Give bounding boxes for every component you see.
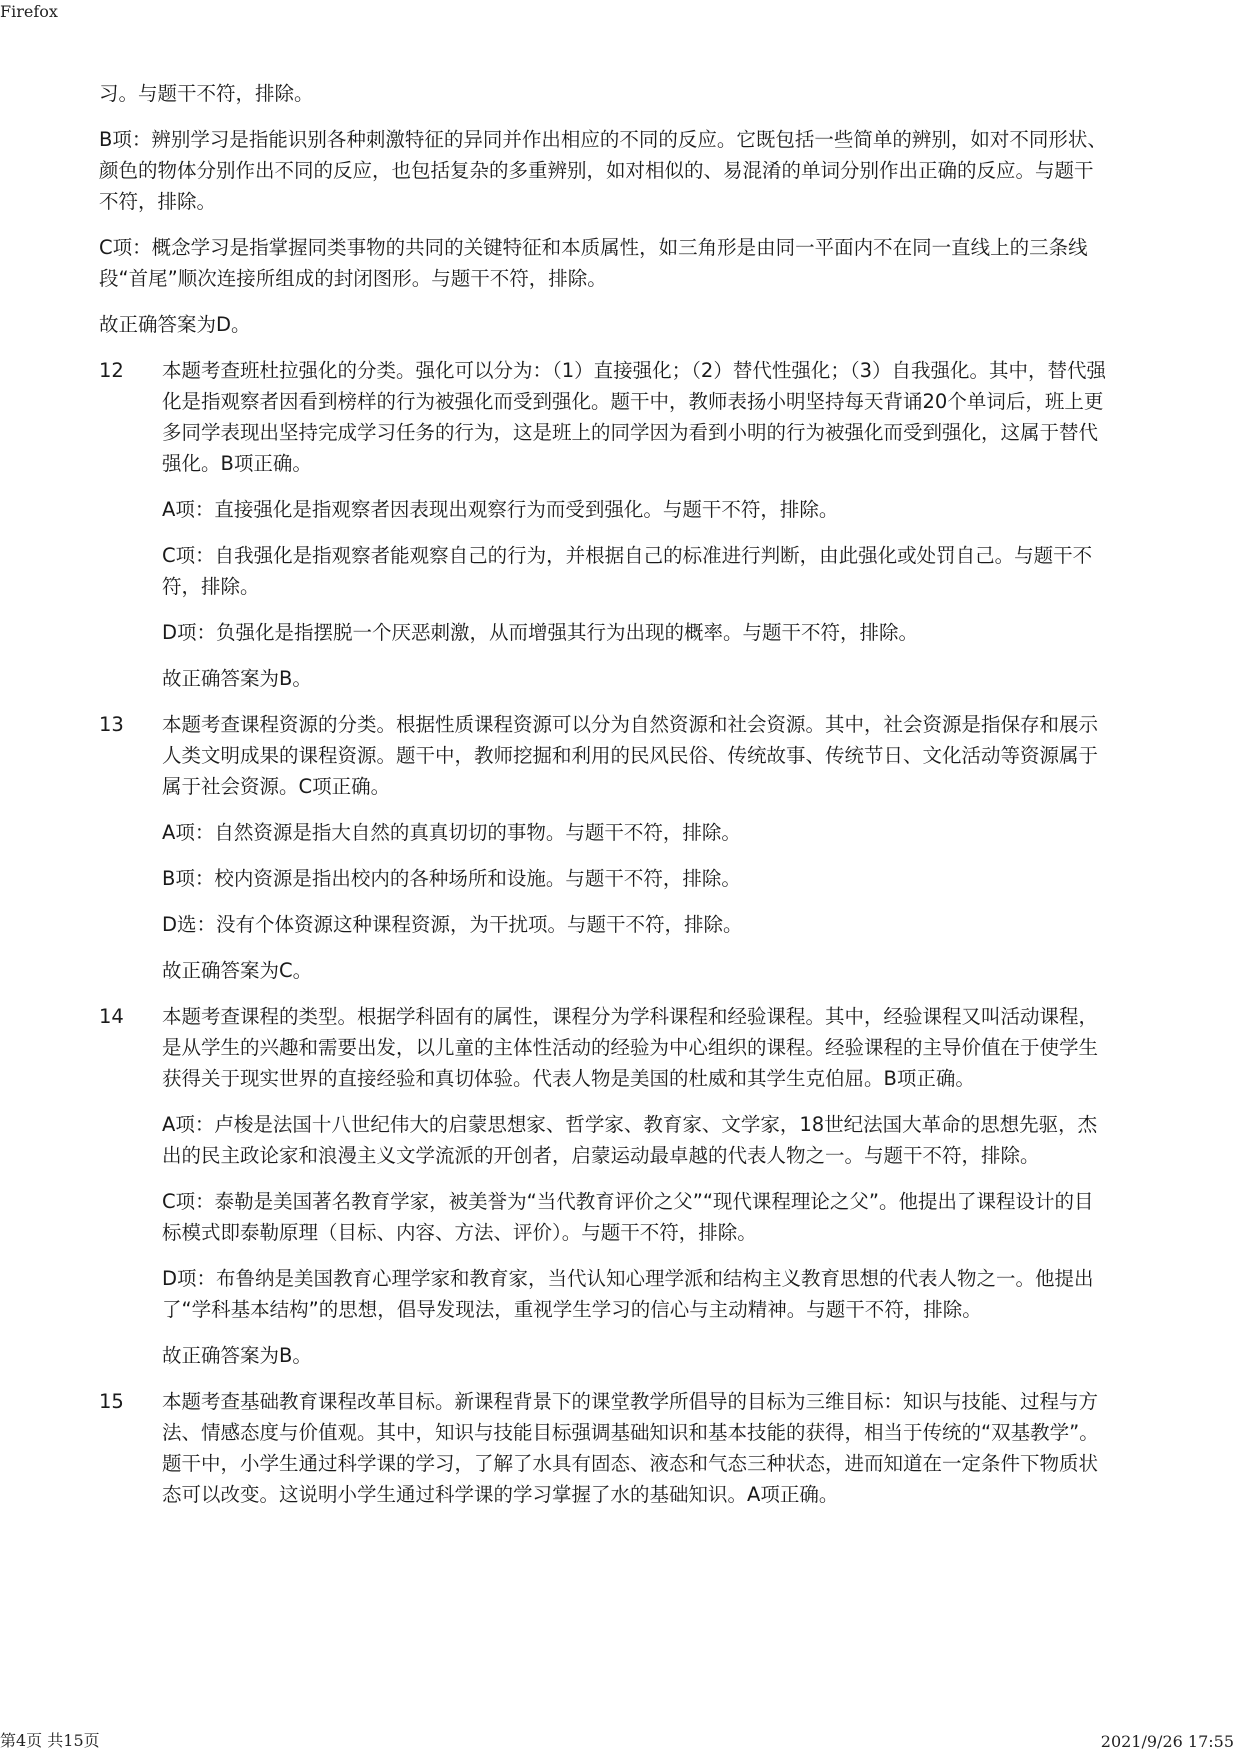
question-number: 14 (99, 1005, 124, 1028)
paragraph: D项：负强化是指摆脱一个厌恶刺激，从而增强其行为出现的概率。与题干不符，排除。 (162, 621, 919, 644)
question-explanation (162, 709, 1109, 986)
answer-conclusion: 故正确答案为B。 (162, 1344, 312, 1367)
paragraph: B项：校内资源是指出校内的各种场所和设施。与题干不符，排除。 (162, 867, 741, 890)
question-item-15 (99, 1386, 1109, 1510)
question-explanation (162, 1001, 1109, 1371)
paragraph: A项：自然资源是指大自然的真真切切的事物。与题干不符，排除。 (162, 821, 741, 844)
question-explanation (162, 1386, 1109, 1510)
browser-name: Firefox (0, 2, 58, 21)
paragraph: 本题考查课程的类型。根据学科固有的属性，课程分为学科课程和经验课程。其中，经验课程又叫活动课程，是从学生的兴趣和需要出发，以儿童的主体性活动的经验为中心组织的课程。经验课程的主导价值在于使学生获得关于现实世界的直接经验和真切体验。代表人物是美国的杜威和其学生克伯屈。B项正确。 (162, 1005, 1099, 1090)
question-number: 12 (99, 359, 124, 382)
question-explanation (162, 355, 1109, 694)
question-item-12 (99, 355, 1109, 694)
paragraph: 本题考查班杜拉强化的分类。强化可以分为：（1）直接强化；（2）替代性强化；（3）自我强化。其中，替代强化是指观察者因看到榜样的行为被强化而受到强化。题干中，教师表扬小明坚持每天背诵20个单词后，班上更多同学表现出坚持完成学习任务的行为，这是班上的同学因为看到小明的行为被强化而受到强化，这属于替代强化。B项正确。 (162, 359, 1106, 475)
answer-conclusion: 故正确答案为C。 (162, 959, 313, 982)
page-counter: 第4页 共15页 (0, 1731, 100, 1750)
paragraph: A项：卢梭是法国十八世纪伟大的启蒙思想家、哲学家、教育家、文学家，18世纪法国大革命的思想先驱，杰出的民主政论家和浪漫主义文学流派的开创者，启蒙运动最卓越的代表人物之一。与题干不符，排除。 (162, 1113, 1098, 1167)
question-item-13 (99, 709, 1109, 986)
answer-content (99, 78, 1109, 1525)
paragraph: 本题考查基础教育课程改革目标。新课程背景下的课堂教学所倡导的目标为三维目标：知识与技能、过程与方法、情感态度与价值观。其中，知识与技能目标强调基础知识和基本技能的获得，相当于传统的“双基教学”。题干中，小学生通过科学课的学习，了解了水具有固态、液态和气态三种状态，进而知道在一定条件下物质状态可以改变。这说明小学生通过科学课的学习掌握了水的基础知识。A项正确。 (162, 1390, 1099, 1506)
paragraph: D项：布鲁纳是美国教育心理学家和教育家，当代认知心理学派和结构主义教育思想的代表人物之一。他提出了“学科基本结构”的思想，倡导发现法，重视学生学习的信心与主动精神。与题干不符，排除。 (162, 1267, 1094, 1321)
paragraph: D选：没有个体资源这种课程资源，为干扰项。与题干不符，排除。 (162, 913, 743, 936)
paragraph: B项：辨别学习是指能识别各种刺激特征的异同并作出相应的不同的反应。它既包括一些简单的辨别，如对不同形状、颜色的物体分别作出不同的反应，也包括复杂的多重辨别，如对相似的、易混淆的单词分别作出正确的反应。与题干不符，排除。 (99, 128, 1107, 213)
paragraph: C项：自我强化是指观察者能观察自己的行为，并根据自己的标准进行判断，由此强化或处罚自己。与题干不符，排除。 (162, 544, 1093, 598)
paragraph: 本题考查课程资源的分类。根据性质课程资源可以分为自然资源和社会资源。其中，社会资源是指保存和展示人类文明成果的课程资源。题干中，教师挖掘和利用的民风民俗、传统故事、传统节日、文化活动等资源属于属于社会资源。C项正确。 (162, 713, 1099, 798)
question-number: 15 (99, 1390, 124, 1413)
paragraph: C项：概念学习是指掌握同类事物的共同的关键特征和本质属性，如三角形是由同一平面内不在同一直线上的三条线段“首尾”顺次连接所组成的封闭图形。与题干不符，排除。 (99, 236, 1088, 290)
question-item-14 (99, 1001, 1109, 1371)
paragraph: A项：直接强化是指观察者因表现出观察行为而受到强化。与题干不符，排除。 (162, 498, 839, 521)
answer-conclusion: 故正确答案为D。 (99, 313, 251, 336)
paragraph: 习。与题干不符，排除。 (99, 82, 314, 105)
question-number: 13 (99, 713, 124, 736)
answer-conclusion: 故正确答案为B。 (162, 667, 312, 690)
print-timestamp: 2021/9/26 17:55 (1100, 1732, 1234, 1751)
paragraph: C项：泰勒是美国著名教育学家，被美誉为“当代教育评价之父”“现代课程理论之父”。他提出了课程设计的目标模式即泰勒原理（目标、内容、方法、评价）。与题干不符，排除。 (162, 1190, 1094, 1244)
